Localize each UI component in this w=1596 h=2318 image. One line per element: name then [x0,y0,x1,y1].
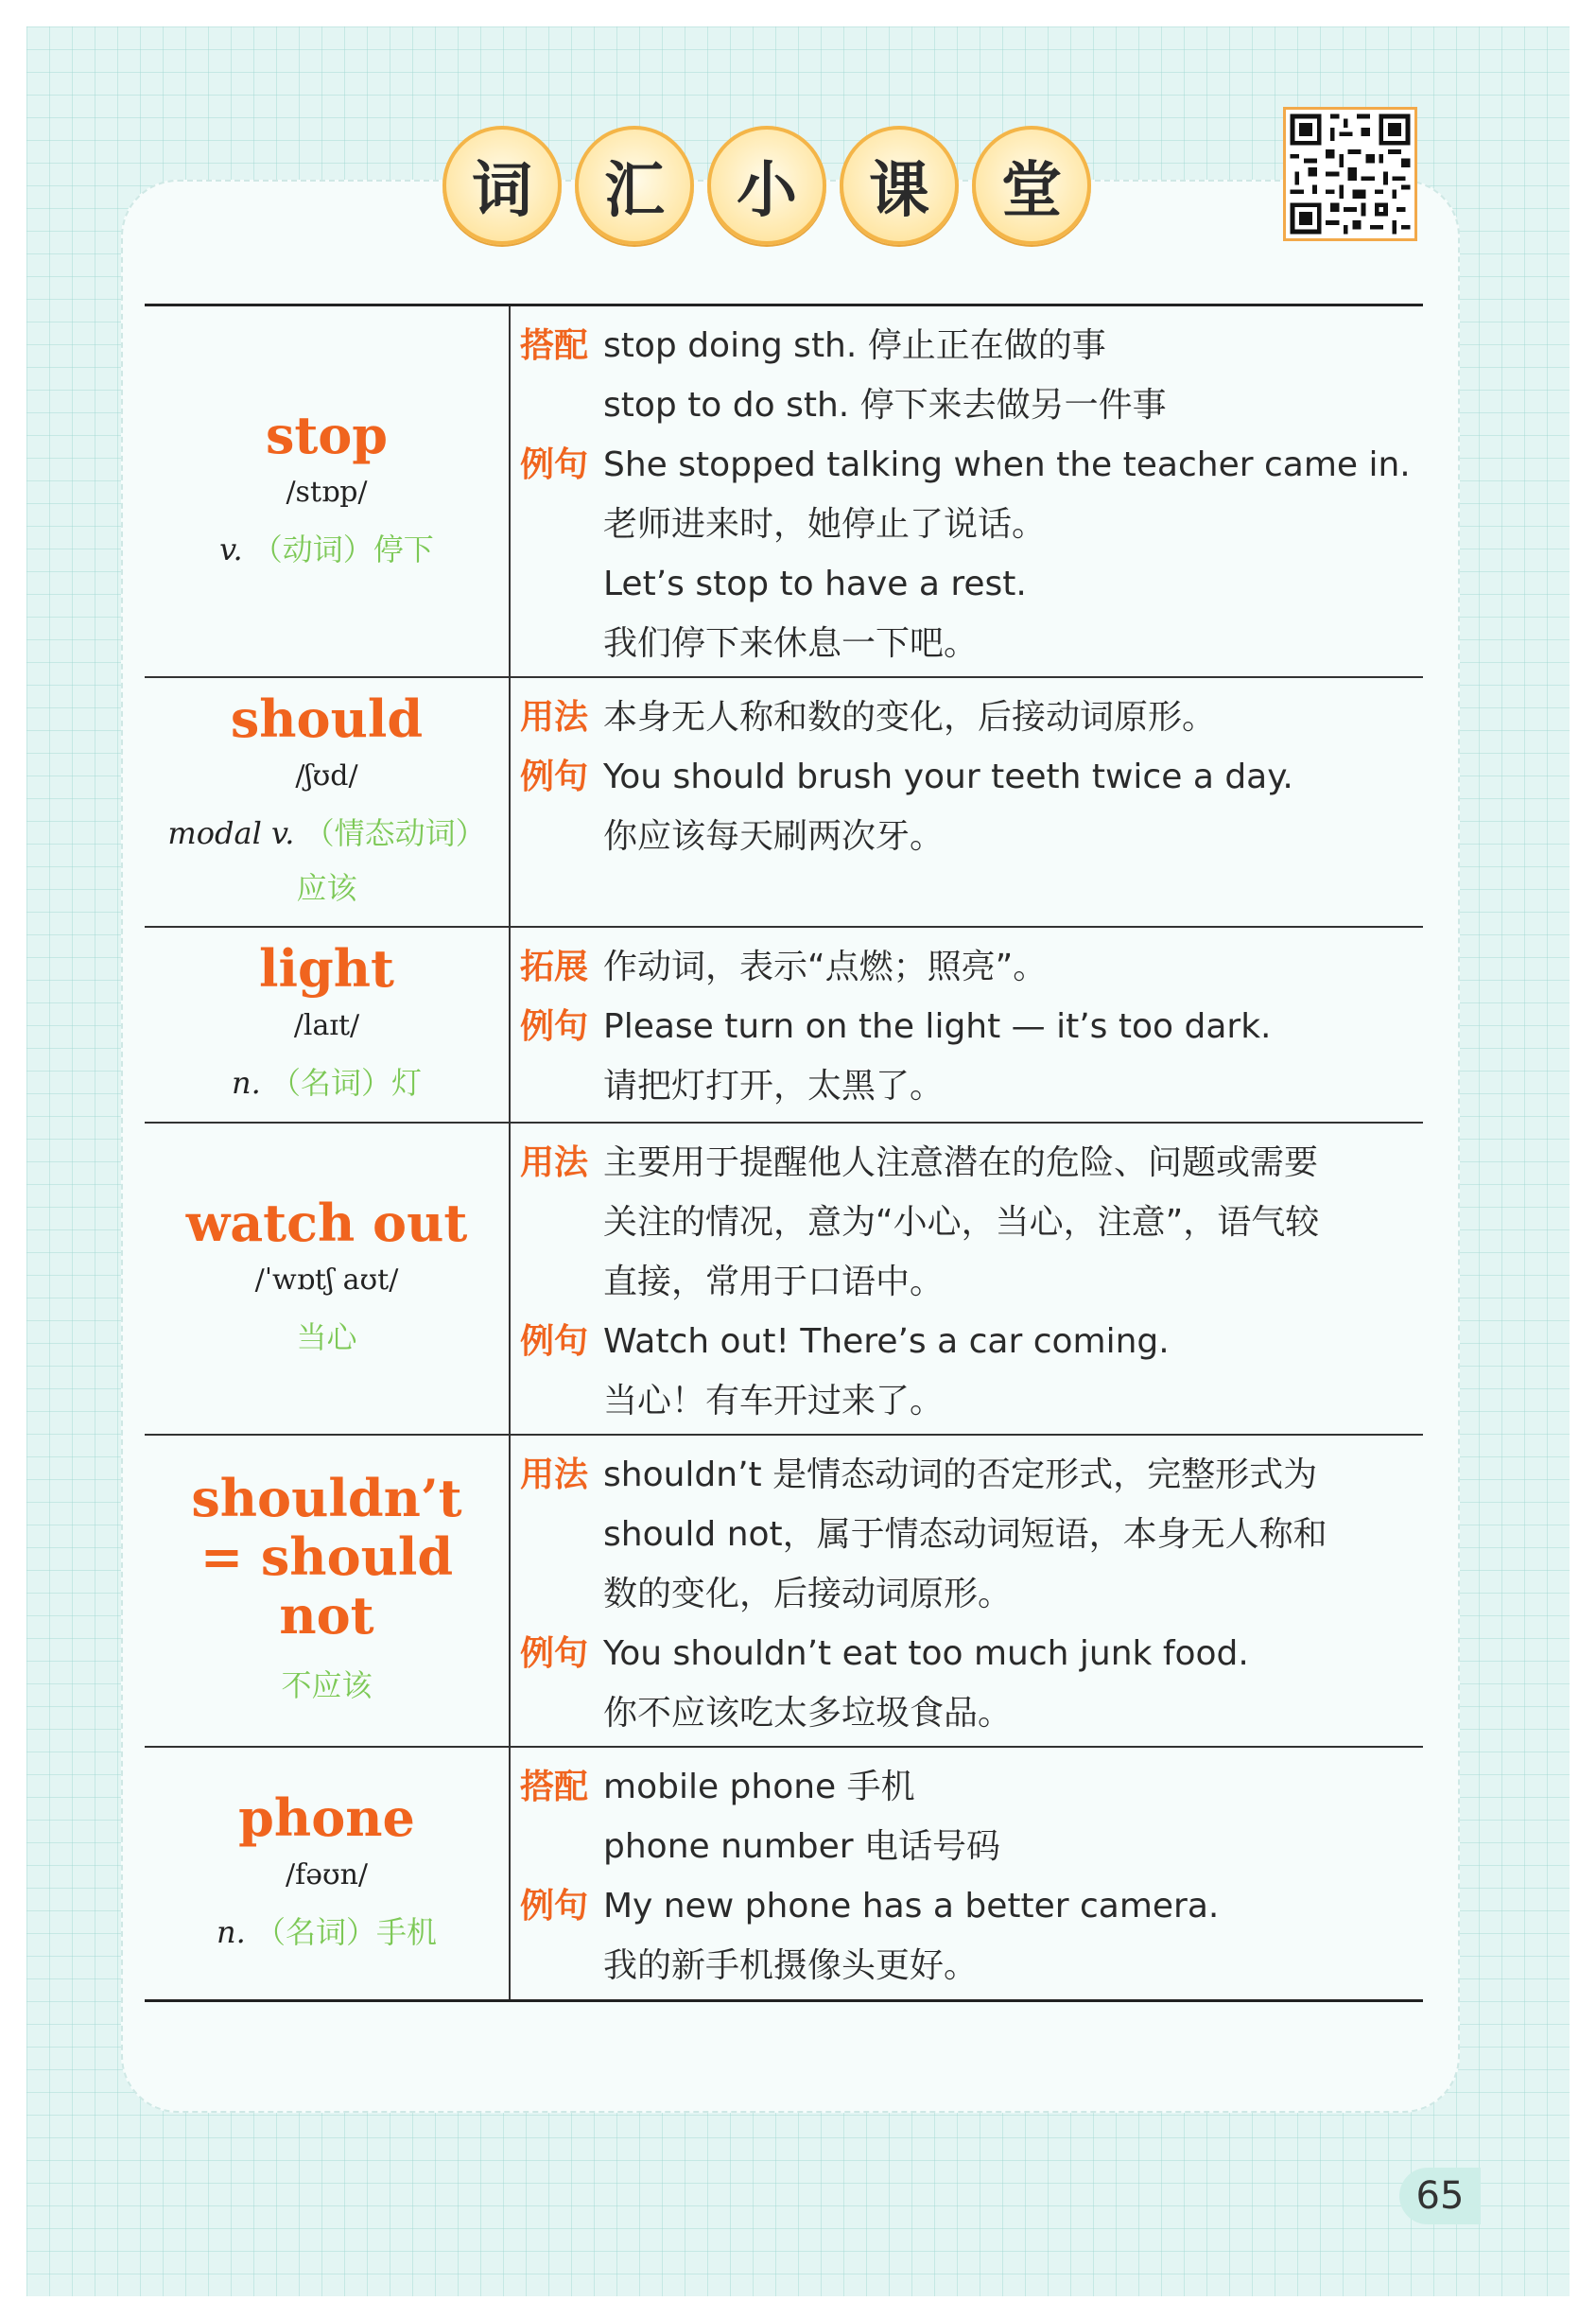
text-line: She stopped talking when the teacher came in. [603,445,1411,484]
phonetic: /ʃʊd/ [295,758,358,793]
headword: shouldn’t = should not [191,1468,462,1646]
word-meaning [232,1055,422,1110]
phonetic: /stɒp/ [286,476,368,509]
vocab-row-should [145,678,1423,928]
vocab-row-light [145,928,1423,1124]
title-char-badge: 汇 [575,126,694,245]
meaning-cn: 当心 [296,1318,357,1355]
page-number: 65 [1399,2168,1481,2224]
word-cell [145,1748,511,1999]
example-section [520,1624,1423,1743]
text-line: 主要用于提醒他人注意潜在的危险、问题或需要 [603,1143,1319,1182]
detail-cell [511,1436,1423,1746]
phonetic: /laɪt/ [293,1009,360,1042]
text-line: You should brush your teeth twice a day. [603,758,1293,796]
text-line: 数的变化，后接动词原形。 [603,1575,1013,1613]
detail-cell [511,928,1423,1122]
detail-cell [511,306,1423,676]
part-of-speech: modal v. [167,814,295,851]
word-meaning [219,522,434,577]
title-char-badge: 小 [707,126,826,245]
text-line: 作动词，表示“点燃；照亮”。 [603,948,1048,986]
section-tag: 例句 [520,1007,589,1046]
headword: watch out [185,1192,468,1253]
example-section [520,747,1423,866]
text-line: Watch out! There’s a car coming. [603,1322,1170,1361]
word-meaning [281,1658,372,1713]
text-line: You shouldn’t eat too much junk food. [603,1634,1249,1673]
word-meaning [217,1905,437,1960]
extension-section [520,937,1423,997]
text-line: 老师进来时，她停止了说话。 [603,505,1047,544]
usage-section [520,1445,1423,1624]
part-of-speech: n. [217,1913,246,1950]
section-tag: 搭配 [520,1768,589,1806]
text-line: 关注的情况，意为“小心，当心，注意”，语气较 [603,1203,1320,1242]
text-line: shouldn’t 是情态动词的否定形式，完整形式为 [603,1455,1318,1494]
word-cell [145,678,511,926]
word-meaning [154,806,499,915]
section-tag: 例句 [520,1634,589,1673]
collocation-section [520,1757,1423,1876]
headword: should [230,688,424,749]
title-char-badge: 词 [442,126,562,245]
meaning-cn: （动词）停下 [252,532,434,567]
text-line: stop to do sth. 停下来去做另一件事 [603,386,1167,425]
word-cell [145,1436,511,1746]
headword: stop [265,405,389,465]
phonetic: /fəʊn/ [286,1857,368,1891]
collocation-section [520,316,1423,435]
text-line: 本身无人称和数的变化，后接动词原形。 [603,698,1217,737]
section-tag: 例句 [520,1887,589,1926]
text-line: 当心！有车开过来了。 [603,1382,945,1420]
word-cell [145,1124,511,1434]
text-line: Please turn on the light — it’s too dark. [603,1007,1272,1046]
vocab-table [145,304,1423,2002]
title-char-badge: 课 [840,126,959,245]
meaning-cn: （名词）手机 [254,1913,437,1950]
headword: light [259,938,394,999]
meaning-cn: 不应该 [281,1667,373,1703]
text-line: stop doing sth. 停止正在做的事 [603,326,1106,365]
section-tag: 用法 [520,698,589,737]
meaning-cn: （名词）灯 [269,1065,422,1101]
text-line: should not，属于情态动词短语，本身无人称和 [603,1515,1327,1554]
example-section [520,435,1423,673]
usage-section [520,688,1423,747]
text-line: 你不应该吃太多垃圾食品。 [603,1694,1013,1733]
vocab-row-watch-out [145,1124,1423,1436]
word-cell [145,928,511,1122]
text-line: 我的新手机摄像头更好。 [603,1946,979,1985]
word-meaning [296,1310,356,1365]
vocab-row-phone [145,1748,1423,1999]
detail-cell [511,1124,1423,1434]
word-cell [145,306,511,676]
section-tag: 例句 [520,1322,589,1361]
text-line: mobile phone 手机 [603,1768,915,1806]
section-tag: 例句 [520,758,589,796]
section-tag: 用法 [520,1143,589,1182]
text-line: phone number 电话号码 [603,1827,1001,1866]
section-title [442,126,1091,245]
text-line: 请把灯打开，太黑了。 [603,1067,945,1106]
vocab-row-stop [145,306,1423,678]
text-line: My new phone has a better camera. [603,1887,1220,1926]
example-section [520,997,1423,1116]
section-tag: 例句 [520,445,589,484]
section-tag: 用法 [520,1455,589,1494]
text-line: 直接，常用于口语中。 [603,1263,945,1301]
vocab-row-shouldnt [145,1436,1423,1748]
phonetic: /ˈwɒtʃ aʊt/ [254,1263,399,1297]
example-section [520,1312,1423,1431]
text-line: Let’s stop to have a rest. [603,565,1027,603]
section-tag: 搭配 [520,326,589,365]
example-section [520,1876,1423,1996]
text-line: 我们停下来休息一下吧。 [603,624,979,663]
section-tag: 拓展 [520,948,589,986]
title-char-badge: 堂 [972,126,1091,245]
detail-cell [511,1748,1423,1999]
headword: phone [238,1786,415,1848]
usage-section [520,1133,1423,1312]
part-of-speech: v. [219,532,243,567]
part-of-speech: n. [232,1065,261,1101]
qr-code-icon[interactable] [1283,107,1417,241]
detail-cell [511,678,1423,926]
text-line: 你应该每天刷两次牙。 [603,817,945,856]
meaning-cn: （情态动词）应该 [296,814,486,906]
